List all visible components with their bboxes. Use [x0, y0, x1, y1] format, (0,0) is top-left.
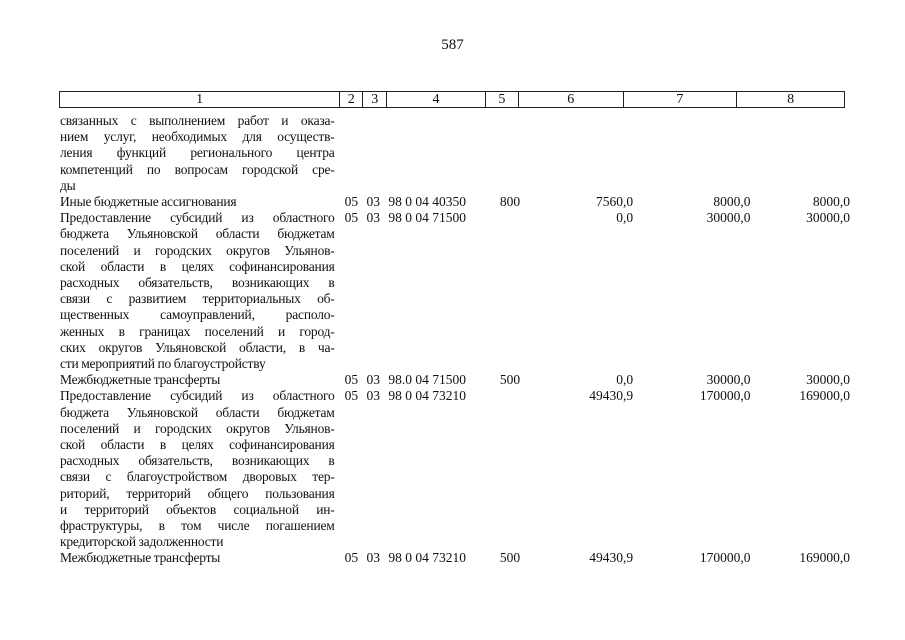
table-row [60, 372, 850, 388]
description-line: поселений и городских округов Ульянов- [60, 242, 335, 258]
description-line: поселений и городских округов Ульянов- [60, 420, 335, 436]
header-col-2: 2 [340, 92, 363, 107]
description-line: Иные бюджетные ассигнования [60, 194, 237, 210]
table-row [60, 210, 850, 372]
amount-col-6: 7560,0 [595, 194, 634, 210]
amount-col-6: 0,0 [616, 372, 634, 388]
subsection-code: 03 [366, 372, 380, 388]
description-line: бюджета Ульяновской области бюджетам [60, 404, 335, 420]
section-code: 05 [344, 210, 359, 226]
description-line: ской области в целях софинансирования [60, 437, 335, 453]
description-line: расходных обязательств, возникающих в [60, 453, 335, 469]
description-line: кредиторской задолженности [60, 534, 224, 550]
table-body [60, 113, 850, 567]
description-line: риторий, территорий общего пользования [60, 485, 335, 501]
amount-col-8: 8000,0 [812, 194, 850, 210]
description-line: нием услуг, необходимых для осуществ- [60, 129, 335, 145]
target-article-code: 98 0 04 73210 [388, 550, 467, 566]
description-line: и территорий объектов социальной ин- [60, 501, 335, 517]
section-code: 05 [344, 388, 359, 404]
amount-col-8: 30000,0 [806, 372, 850, 388]
row-description [60, 194, 335, 210]
description-line: ских округов Ульяновской области, в ча- [60, 339, 335, 355]
description-line: сти мероприятий по благоустройству [60, 356, 266, 372]
row-description [60, 372, 335, 388]
amount-col-7: 8000,0 [713, 194, 751, 210]
header-col-7: 7 [624, 92, 738, 107]
header-col-6: 6 [519, 92, 624, 107]
table-header [59, 91, 845, 108]
page-number: 587 [441, 37, 464, 53]
amount-col-7: 30000,0 [706, 372, 751, 388]
target-article-code: 98 0 04 71500 [388, 210, 467, 226]
table-row [60, 113, 850, 194]
amount-col-7: 170000,0 [699, 550, 751, 566]
row-description [60, 210, 335, 372]
header-col-3: 3 [363, 92, 387, 107]
header-col-5: 5 [486, 92, 519, 107]
amount-col-8: 30000,0 [806, 210, 850, 226]
description-line: щественных самоуправлений, располо- [60, 307, 335, 323]
amount-col-7: 30000,0 [706, 210, 751, 226]
description-line: бюджета Ульяновской области бюджетам [60, 226, 335, 242]
header-col-8: 8 [787, 92, 795, 107]
expense-type-code: 500 [499, 372, 521, 388]
description-line: Предоставление субсидий из областного [60, 210, 335, 226]
row-description [60, 550, 335, 566]
description-line: фраструктуры, в том числе погашением [60, 518, 335, 534]
description-line: ды [60, 177, 76, 193]
target-article-code: 98 0 04 73210 [388, 388, 467, 404]
section-code: 05 [344, 550, 359, 566]
row-description [60, 388, 335, 550]
table-row [60, 388, 850, 550]
section-code: 05 [344, 372, 359, 388]
description-line: компетенций по вопросам городской сре- [60, 161, 335, 177]
amount-col-6: 0,0 [616, 210, 634, 226]
amount-col-8: 169000,0 [799, 388, 850, 404]
description-line: связи с развитием территориальных об- [60, 291, 335, 307]
target-article-code: 98 0 04 40350 [388, 194, 467, 210]
description-line: Предоставление субсидий из областного [60, 388, 335, 404]
header-col-4: 4 [387, 92, 486, 107]
expense-type-code: 800 [499, 194, 521, 210]
section-code: 05 [344, 194, 359, 210]
amount-col-7: 170000,0 [699, 388, 751, 404]
subsection-code: 03 [366, 210, 380, 226]
subsection-code: 03 [366, 194, 380, 210]
header-col-1: 1 [60, 92, 340, 107]
amount-col-6: 49430,9 [589, 388, 634, 404]
description-line: ской области в целях софинансирования [60, 258, 335, 274]
description-line: Межбюджетные трансферты [60, 372, 221, 388]
expense-type-code: 500 [499, 550, 521, 566]
description-line: Межбюджетные трансферты [60, 550, 221, 566]
description-line: расходных обязательств, возникающих в [60, 275, 335, 291]
amount-col-8: 169000,0 [799, 550, 850, 566]
row-description [60, 113, 335, 194]
description-line: связанных с выполнением работ и оказа- [60, 113, 335, 128]
description-line: связи с благоустройством дворовых тер- [60, 469, 335, 485]
table-row [60, 194, 850, 210]
target-article-code: 98.0 04 71500 [388, 372, 467, 388]
subsection-code: 03 [366, 550, 380, 566]
table-row [60, 550, 850, 566]
subsection-code: 03 [366, 388, 380, 404]
amount-col-6: 49430,9 [589, 550, 634, 566]
description-line: ления функций регионального центра [60, 145, 335, 161]
description-line: женных в границах поселений и город- [60, 323, 335, 339]
